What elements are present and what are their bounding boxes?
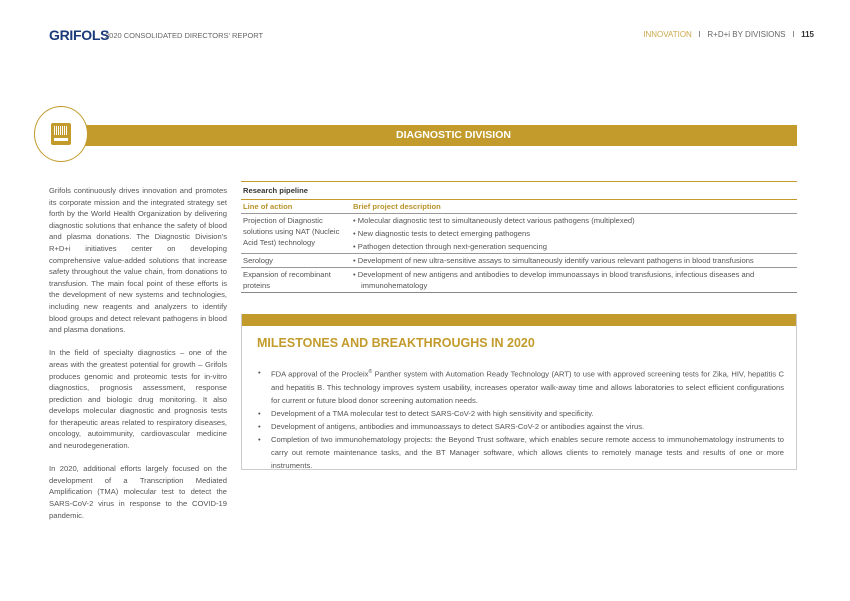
breadcrumb [643,30,814,39]
milestone-item: • Development of a TMA molecular test to detect SARS-CoV-2 with high sensitivity and specificity. [258,407,784,420]
header-line-of-action: Line of action [243,202,293,211]
report-title: 2020 CONSOLIDATED DIRECTORS' REPORT [105,31,264,40]
division-icon-circle [34,106,88,162]
line-of-action: Expansion of recombinant proteins [243,270,331,290]
line-of-action: Projection of Diagnostic solutions using NAT (Nucleic Acid Test) technology [243,216,340,247]
milestones-box [241,314,797,470]
test-tray-icon [51,123,71,145]
table-row [241,214,797,254]
description-item: • Development of new ultra-sensitive assays to simultaneously identify various relevant pathogens in blood transfusions [353,255,797,266]
division-banner [70,125,797,146]
milestone-item: • Development of antigens, antibodies and immunoassays to detect SARS-CoV-2 or antibodies against the virus. [258,420,784,433]
milestone-text: Panther system with Automation Ready Technology (ART) to use with approved screening tests for Zika, HIV, hepatitis C and hepatitis B. This technology improves system usability, increases operator walk-away time and allows laboratories to select efficient configurations for current or future blood donor screening automation needs. [271,369,785,405]
milestones-list [258,366,784,472]
breadcrumb-separator: I [792,30,795,39]
milestones-title: MILESTONES AND BREAKTHROUGHS IN 2020 [257,336,535,350]
intro-text [49,185,227,533]
grifols-logo: GRIFOLS [49,27,110,43]
table-row [241,254,797,268]
table-row [241,268,797,293]
milestone-text: FDA approval of the Procleix [271,369,369,379]
page-number: 115 [801,30,814,39]
paragraph: Grifols continuously drives innovation and promotes its corporate mission and the integrated strategy set forth by the World Health Organization by delivering diagnostic solutions that enhance the safety of blood and plasma donations. The Diagnostic Division's R+D+i initiatives center on developing comprehensive value-added solutions that increase safety throughout the value chain, from donations to transfusion. The main focal point of these efforts is the development of new systems and technologies, including new reagents and analyzers to identify blood groups and detect relevant pathogens in blood and plasma donations. [49,186,227,335]
research-pipeline-table [241,181,797,293]
line-of-action: Serology [243,256,273,265]
header-description: Brief project description [353,202,441,211]
registered-mark: ® [368,369,373,375]
table-title: Research pipeline [241,182,797,200]
description-item: • Pathogen detection through next-generation sequencing [353,241,797,252]
milestones-top-bar [242,314,796,326]
description-item: • Molecular diagnostic test to simultaneously detect various pathogens (multiplexed) [353,215,797,226]
table-header [241,200,797,214]
breadcrumb-section: INNOVATION [643,30,692,39]
description-item: • New diagnostic tests to detect emerging pathogens [353,228,797,239]
milestone-item [258,366,784,407]
breadcrumb-separator: I [698,30,701,39]
paragraph: In 2020, additional efforts largely focused on the development of a Transcription Mediated Amplification (TMA) molecular test to detect the SARS-CoV-2 virus in response to the COVID-19 pandemic. [49,464,227,520]
breadcrumb-subsection: R+D+i BY DIVISIONS [707,30,786,39]
description-item: • Development of new antigens and antibodies to develop immunoassays in blood transfusions, infectious diseases and immunohematology [353,269,797,291]
paragraph: In the field of specialty diagnostics – one of the areas with the greatest potential for growth – Grifols produces genomic and proteomic tests for in-vitro diagnostics, prognosis assessment, response prediction and biologic drug monitoring. It also develops molecular diagnostic and prognosis tests for therapeutic areas related to respiratory diseases, oncology, autoimmunity, cardiovascular medicine and neurodegeneration. [49,348,227,451]
banner-title: DIAGNOSTIC DIVISION [396,129,511,141]
milestone-item: • Completion of two immunohematology projects: the Beyond Trust software, which enables secure remote access to immunohematology instruments to carry out remote maintenance tasks, and the BT Manager software, which allows clients to remotely manage tests and results of one or more instruments. [258,433,784,472]
